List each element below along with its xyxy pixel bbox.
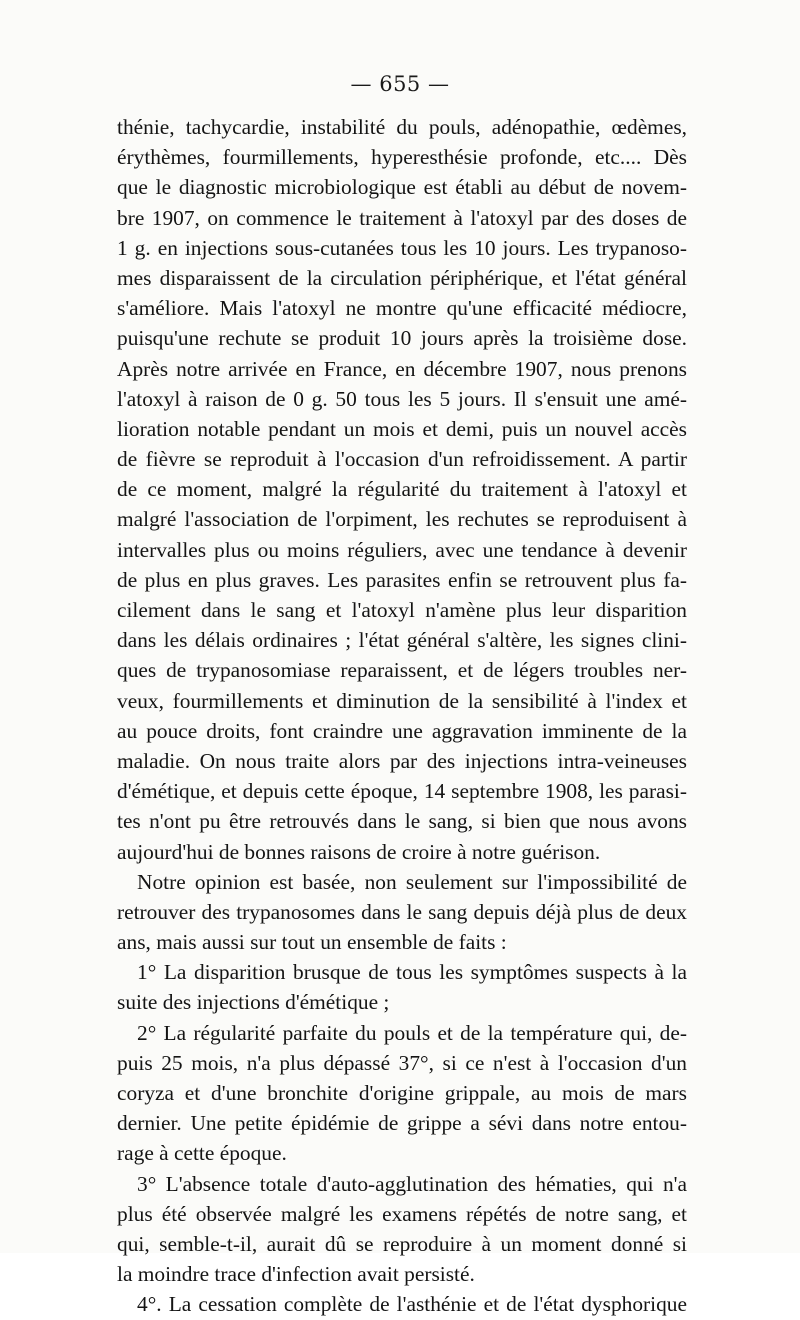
text-line: que le diagnostic microbiologique est établi au début de novem- — [117, 175, 687, 200]
text-line: 1 g. en injections sous-cutanées tous les 10 jours. Les trypanoso- — [117, 235, 687, 260]
text-line: de ce moment, malgré la régularité du traitement à l'atoxyl et — [117, 477, 687, 502]
text-line: maladie. On nous traite alors par des injections intra-veineuses — [117, 748, 687, 773]
text-line: qui, semble-t-il, aurait dû se reproduire à un moment donné si — [117, 1231, 687, 1256]
text-line: Notre opinion est basée, non seulement sur l'impossibilité de — [137, 869, 687, 894]
text-line: retrouver des trypanosomes dans le sang depuis déjà plus de deux — [117, 899, 687, 924]
body-text — [117, 112, 687, 1320]
text-line: thénie, tachycardie, instabilité du pouls, adénopathie, œdèmes, — [117, 115, 687, 139]
text-line: 1° La disparition brusque de tous les symptômes suspects à la — [137, 960, 687, 985]
text-line: 4°. La cessation complète de l'asthénie et de l'état dysphorique — [137, 1292, 687, 1317]
text-line: de fièvre se reproduit à l'occasion d'un refroidissement. A partir — [117, 447, 687, 472]
text-line: bre 1907, on commence le traitement à l'atoxyl par des doses de — [117, 205, 687, 230]
text-line: aujourd'hui de bonnes raisons de croire à notre guérison. — [117, 839, 601, 864]
text-line: cilement dans le sang et l'atoxyl n'amène plus leur disparition — [117, 598, 687, 622]
text-line: rage à cette époque. — [117, 1141, 287, 1166]
text-line: dernier. Une petite épidémie de grippe a sévi dans notre entou- — [117, 1111, 687, 1136]
text-line: intervalles plus ou moins réguliers, avec une tendance à devenir — [117, 537, 687, 562]
text-line: Après notre arrivée en France, en décembre 1907, nous prenons — [117, 356, 687, 381]
text-line: s'améliore. Mais l'atoxyl ne montre qu'une efficacité médiocre, — [117, 296, 687, 321]
text-line: suite des injections d'émétique ; — [117, 990, 390, 1015]
text-line: tes n'ont pu être retrouvés dans le sang, si bien que nous avons — [117, 809, 687, 834]
text-line: malgré l'association de l'orpiment, les rechutes se reproduisent à — [117, 507, 687, 532]
text-line: érythèmes, fourmillements, hyperesthésie profonde, etc.... Dès — [117, 145, 687, 170]
text-line: 3° L'absence totale d'auto-agglutination des hématies, qui n'a — [137, 1171, 687, 1196]
text-line: veux, fourmillements et diminution de la sensibilité à l'index et — [117, 688, 687, 713]
text-line: coryza et d'une bronchite d'origine grippale, au mois de mars — [117, 1081, 687, 1105]
text-line: lioration notable pendant un mois et demi, puis un nouvel accès — [117, 416, 687, 441]
text-line: dans les délais ordinaires ; l'état général s'altère, les signes clini- — [117, 628, 687, 653]
text-line: de plus en plus graves. Les parasites enfin se retrouvent plus fa- — [117, 567, 687, 592]
text-line: ques de trypanosomiase reparaissent, et de légers troubles ner- — [117, 658, 687, 683]
text-line: puisqu'une rechute se produit 10 jours après la troisième dose. — [117, 326, 687, 351]
text-line: puis 25 mois, n'a plus dépassé 37°, si ce n'est à l'occasion d'un — [117, 1050, 687, 1075]
text-line: plus été observée malgré les examens répétés de notre sang, et — [117, 1201, 687, 1226]
text-line: d'émétique, et depuis cette époque, 14 septembre 1908, les parasi- — [117, 779, 687, 804]
text-line: ans, mais aussi sur tout un ensemble de faits : — [117, 930, 507, 955]
page-number: — 655 — — [350, 72, 450, 96]
text-line: l'atoxyl à raison de 0 g. 50 tous les 5 jours. Il s'ensuit une amé- — [117, 386, 687, 411]
text-line: 2° La régularité parfaite du pouls et de la température qui, de- — [137, 1020, 687, 1045]
text-line: mes disparaissent de la circulation périphérique, et l'état général — [117, 265, 687, 290]
text-line: la moindre trace d'infection avait persisté. — [117, 1262, 475, 1287]
text-line: au pouce droits, font craindre une aggravation imminente de la — [117, 718, 687, 743]
